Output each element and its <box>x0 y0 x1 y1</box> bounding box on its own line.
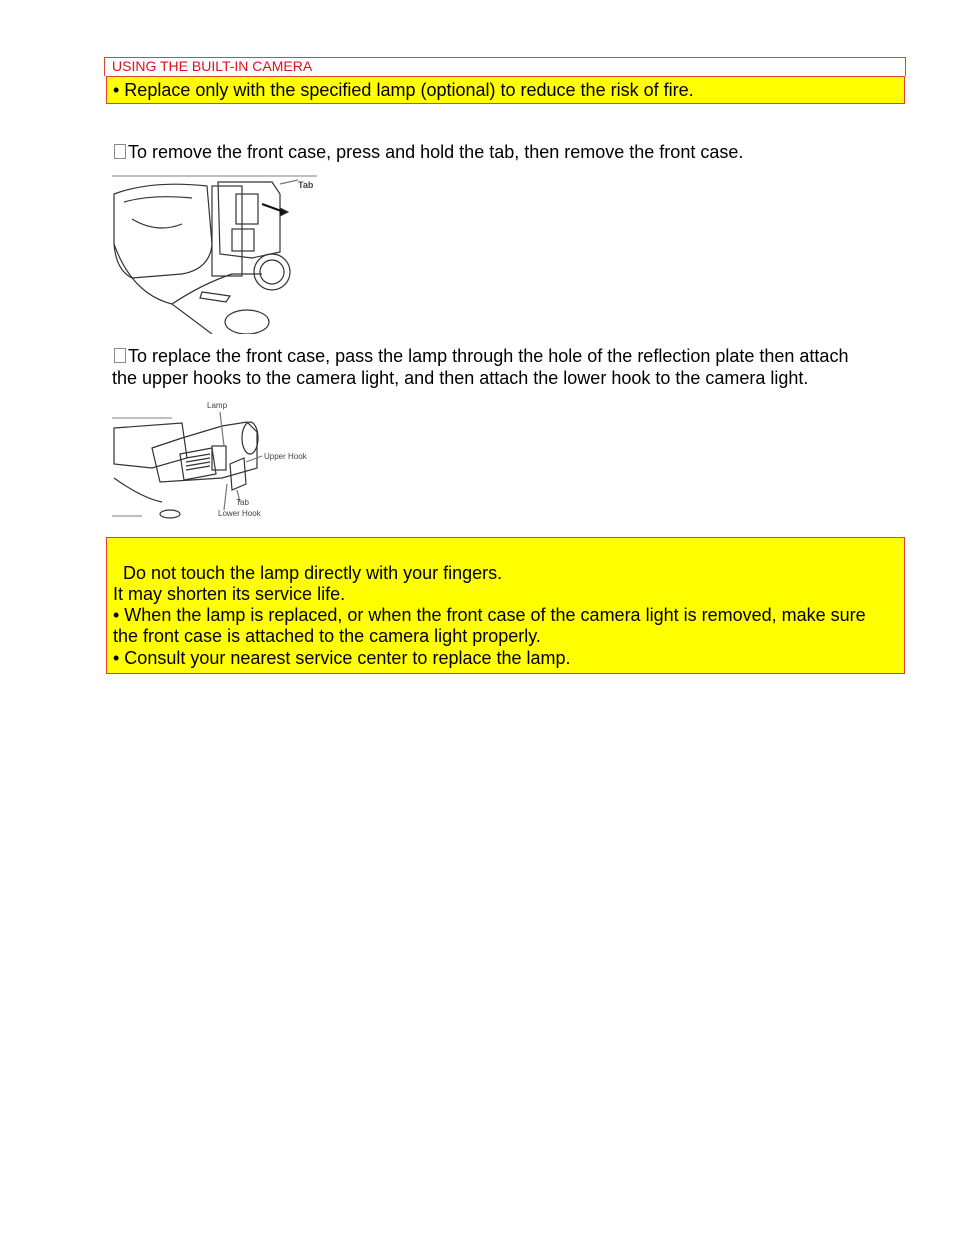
lower-hook-label: Lower Hook <box>218 509 261 518</box>
bullet-box-icon <box>114 144 126 159</box>
step-replace-case-line2: the upper hooks to the camera light, and then attach the lower hook to the camera light. <box>112 368 809 388</box>
remove-front-case-illustration <box>112 174 322 334</box>
replace-front-case-illustration <box>112 398 322 522</box>
lamp-label: Lamp <box>207 401 228 410</box>
step-replace-case <box>114 345 848 367</box>
tab-label: Tab <box>236 498 249 507</box>
note-line-3: • When the lamp is replaced, or when the front case of the camera light is removed, make sure <box>113 605 866 625</box>
caution-note-box <box>106 537 905 674</box>
note-line-1: Do not touch the lamp directly with your fingers. <box>113 563 503 583</box>
upper-hook-label: Upper Hook <box>264 452 307 461</box>
step-remove-case-text: To remove the front case, press and hold the tab, then remove the front case. <box>128 142 744 162</box>
note-line-4: the front case is attached to the camera light properly. <box>113 626 541 646</box>
fire-warning-text: • Replace only with the specified lamp (optional) to reduce the risk of fire. <box>113 80 694 100</box>
step-replace-case-line1: To replace the front case, pass the lamp through the hole of the reflection plate then attach <box>128 346 849 366</box>
step-remove-case <box>114 141 743 163</box>
fire-warning-banner <box>106 76 905 104</box>
bullet-box-icon <box>114 348 126 363</box>
tab-label: Tab <box>298 180 314 190</box>
note-line-2: It may shorten its service life. <box>113 584 346 604</box>
note-line-5: • Consult your nearest service center to replace the lamp. <box>113 648 571 668</box>
section-title: USING THE BUILT-IN CAMERA <box>112 58 313 74</box>
